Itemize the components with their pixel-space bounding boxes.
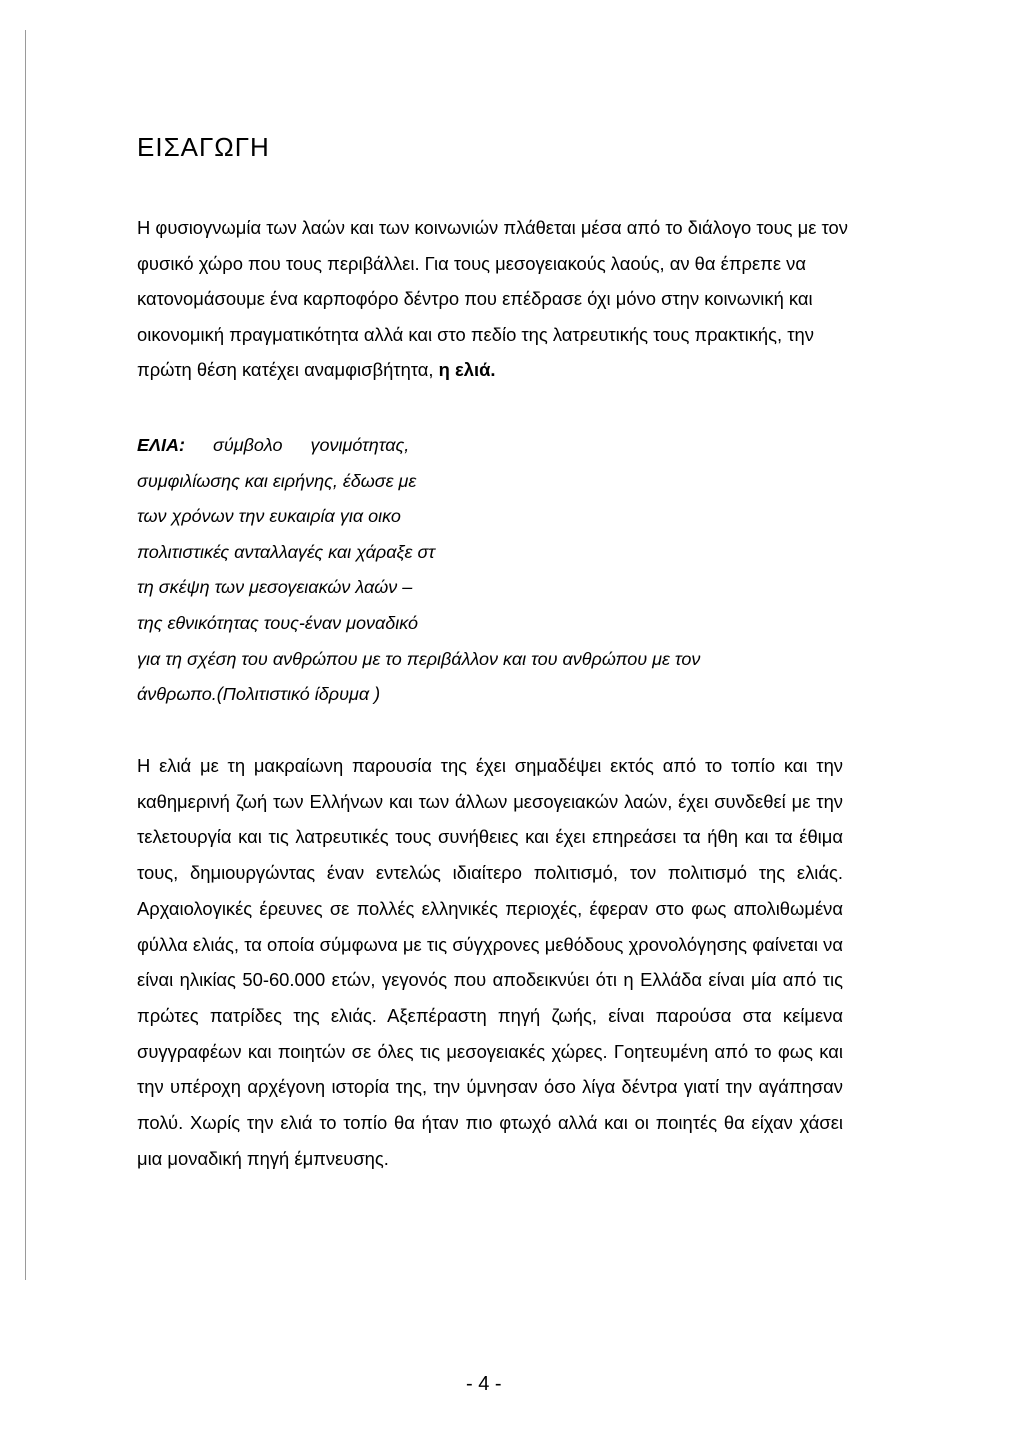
quote-line-1 [137, 428, 897, 464]
quote-line-6-text: της εθνικότητας τους-έναν μοναδικό [137, 612, 419, 633]
quote-line-3 [137, 499, 897, 535]
quote-line-5 [137, 570, 897, 606]
page-title: ΕΙΣΑΓΩΓΗ [137, 132, 270, 162]
quote-label: ΕΛΙΑ: [137, 435, 186, 455]
quote-line-7: για τη σχέση του ανθρώπου με το περιβάλλον και του ανθρώπου με τον [137, 648, 701, 669]
quote-line-6 [137, 606, 897, 642]
body-paragraph: Η ελιά με τη μακραίωνη παρουσία της έχει σημαδέψει εκτός από το τοπίο και την καθημερινή ζωή των Ελλήνων και των άλλων μεσογειακών λαών, έχει συνδεθεί με την τελετουργία και τις λατρευτικές τους συνήθειες και έχει επηρεάσει τα ήθη και τα έθιμα τους, δημιουργώντας έναν εντελώς ιδιαίτερο πολιτισμό, τον πολιτισμό της ελιάς. Αρχαιολογικές έρευνες σε πολλές ελληνικές περιοχές, έφεραν στο φως απολιθωμένα φύλλα ελιάς, τα οποία σύμφωνα με τις σύγχρονες μεθόδους χρονολόγησης φαίνεται να είναι ηλικίας 50-60.000 ετών, γεγονός που αποδεικνύει ότι η Ελλάδα είναι μία από τις πρώτες πατρίδες της ελιάς. Αξεπέραστη πηγή ζωής, είναι παρούσα στα κείμενα συγγραφέων και ποιητών σε όλες τις μεσογειακές χώρες. Γοητευμένη από το φως και την υπέροχη αρχέγονη ιστορία της, την ύμνησαν όσο λίγα δέντρα γιατί την αγάπησαν πολύ. Χωρίς την ελιά το τοπίο θα ήταν πιο φτωχό αλλά και οι ποιητές θα είχαν χάσει μια μοναδική πηγή έμπνευσης. [137, 755, 843, 1169]
quote-line-4-text: πολιτιστικές ανταλλαγές και χάραξε στ [137, 541, 436, 562]
intro-text: Η φυσιογνωμία των λαών και των κοινωνιών πλάθεται μέσα από το διάλογο τους με τον φυσικό χώρο που τους περιβάλλει. Για τους μεσογειακούς λαούς, αν θα έπρεπε να κατονομάσουμε ένα καρποφόρο δέντρο που επέδρασε όχι μόνο στην κοινωνική και οικονομική πραγματικότητα αλλά και στο πεδίο της λατρευτικής τους πρακτικής, την πρώτη θέση κατέχει αναμφισβήτητα, [137, 217, 848, 380]
scan-edge-line [25, 30, 26, 1280]
olive-quote [137, 428, 897, 713]
page-number: - 4 - [466, 1373, 502, 1395]
quote-line-2 [137, 464, 897, 500]
quote-line-1b: γονιμότητας, [310, 435, 410, 455]
intro-paragraph [137, 210, 857, 388]
quote-line-3-text: των χρόνων την ευκαιρία για οικο [137, 506, 401, 527]
quote-line-1a: σύμβολο [213, 435, 283, 455]
quote-line-2-text: συμφιλίωσης και ειρήνης, έδωσε με [137, 470, 417, 491]
intro-emphasis: η ελιά. [438, 359, 496, 380]
quote-line-8: άνθρωπο.(Πολιτιστικό ίδρυμα ) [137, 684, 381, 705]
quote-line-4 [137, 535, 897, 571]
quote-line-5-text: τη σκέψη των μεσογειακών λαών – [137, 577, 413, 598]
